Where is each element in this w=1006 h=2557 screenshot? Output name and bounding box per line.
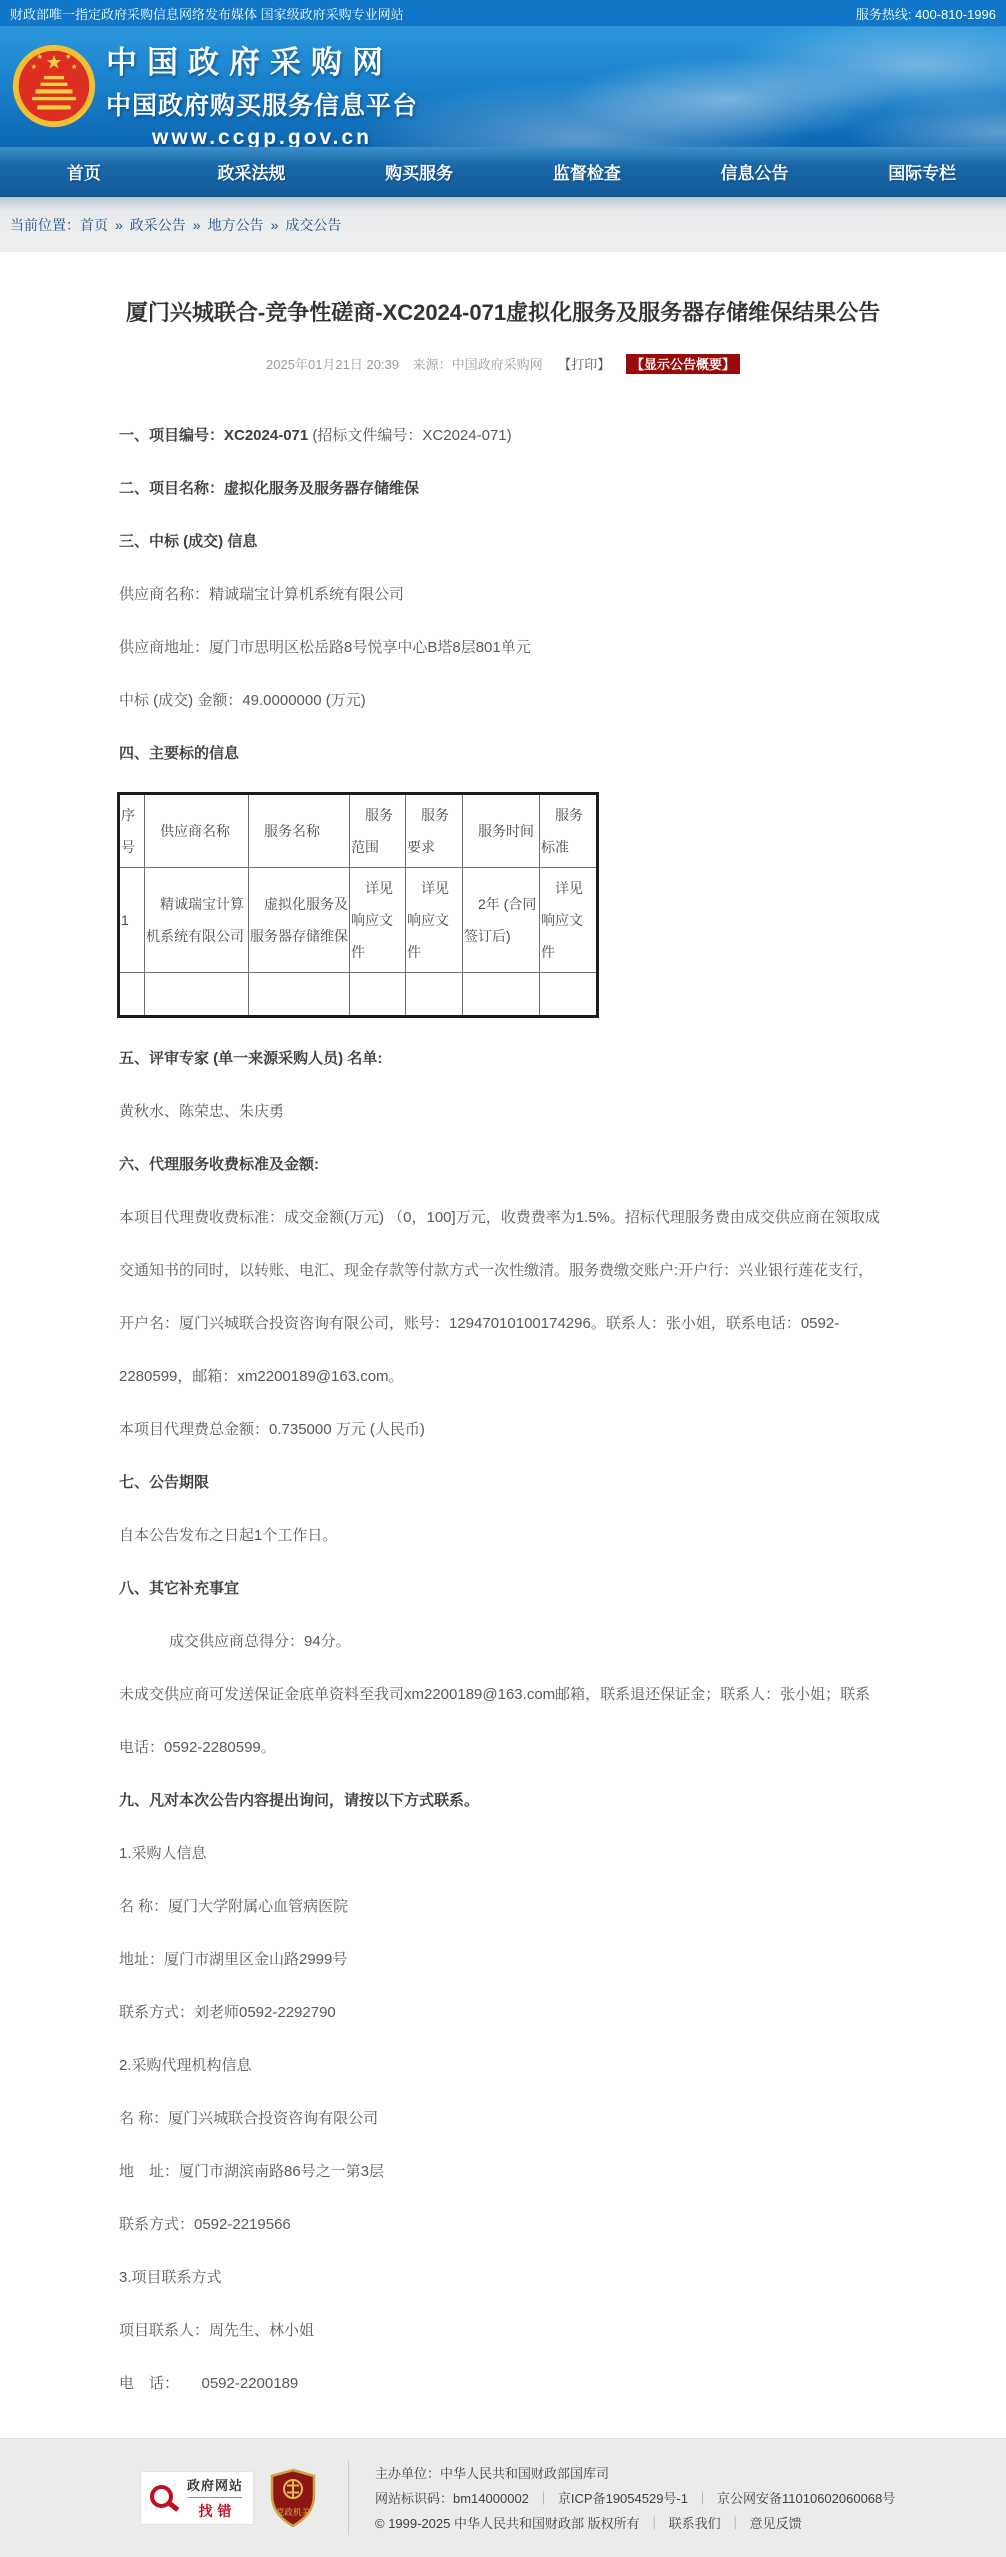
section-heading: 二、项目名称：虚拟化服务及服务器存储维保 bbox=[119, 480, 420, 497]
footer-link[interactable]: 意见反馈 bbox=[749, 2515, 802, 2531]
table-cell: 精诚瑞宝计算机系统有限公司 bbox=[145, 868, 249, 973]
site-url: www.ccgp.gov.cn bbox=[151, 126, 373, 147]
article-source: 来源：中国政府采购网 bbox=[412, 357, 543, 372]
paragraph: 名 称：厦门兴城联合投资咨询有限公司 bbox=[119, 2110, 379, 2127]
find-badge-action: 找错 bbox=[198, 2503, 237, 2519]
table-cell bbox=[350, 973, 406, 1017]
show-summary-button[interactable]: 【显示公告概要】 bbox=[626, 354, 740, 374]
gov-site-error-report-badge[interactable] bbox=[140, 2471, 254, 2525]
breadcrumb-link[interactable]: 政采公告 bbox=[129, 216, 186, 233]
paragraph: 未成交供应商可发送保证金底单资料至我司xm2200189@163.com邮箱，联系退还保证金；联系人：张小姐；联系电话：0592-2280599。 bbox=[119, 1686, 871, 1756]
table-cell: 详见响应文件 bbox=[540, 868, 598, 973]
footer-separator: ｜ bbox=[647, 2515, 661, 2531]
site-name: 中国政府采购网 bbox=[106, 45, 393, 80]
table-header-cell: 服务要求 bbox=[406, 794, 463, 868]
table-row bbox=[119, 868, 598, 973]
top-utility-bar bbox=[0, 0, 1006, 27]
breadcrumb-prefix: 当前位置： bbox=[10, 216, 80, 233]
table-cell: 详见响应文件 bbox=[406, 868, 463, 973]
main-navigation bbox=[0, 147, 1006, 197]
paragraph: 供应商地址：厦门市思明区松岳路8号悦享中心B塔8层801单元 bbox=[119, 639, 531, 656]
footer-separator: ｜ bbox=[728, 2515, 742, 2531]
section-heading: 三、中标 (成交) 信息 bbox=[119, 533, 258, 550]
announcement-article bbox=[0, 252, 1006, 2438]
article-meta bbox=[0, 354, 1006, 373]
table-cell bbox=[540, 973, 598, 1017]
table-cell bbox=[145, 973, 249, 1017]
breadcrumb-link[interactable]: 首页 bbox=[80, 216, 108, 233]
section-heading: 八、其它补充事宜 bbox=[119, 1580, 240, 1597]
paragraph: 本项目代理费收费标准：成交金额(万元) （0，100]万元，收费费率为1.5%。招标代理服务费由成交供应商在领取成交通知书的同时，以转账、电汇、现金存款等付款方式一次性缴清。服务费缴交账户:开户行：兴业银行莲花支行，开户名：厦门兴城联合投资咨询有限公司，账号：12947010100174296。联系人：张小姐，联系电话：0592-2280599，邮箱：xm2200189@163.com。 bbox=[119, 1209, 880, 1385]
nav-item-home[interactable]: 首页 bbox=[66, 164, 101, 183]
paragraph: 项目联系人：周先生、林小姐 bbox=[119, 2322, 315, 2339]
footer-line bbox=[375, 2461, 895, 2486]
publish-datetime: 2025年01月21日 20:39 bbox=[266, 357, 400, 372]
footer-line bbox=[375, 2511, 895, 2536]
breadcrumb-separator: » bbox=[192, 216, 201, 233]
find-badge-divider bbox=[188, 2497, 242, 2498]
footer-separator: ｜ bbox=[696, 2490, 710, 2506]
service-hotline: 服务热线: 400-810-1996 bbox=[855, 6, 996, 22]
paragraph: 名 称：厦门大学附属心血管病医院 bbox=[119, 1898, 349, 1915]
section-heading: 四、主要标的信息 bbox=[119, 745, 240, 762]
paragraph: 联系方式：刘老师0592-2292790 bbox=[119, 2004, 336, 2021]
table-header-cell: 服务名称 bbox=[249, 794, 350, 868]
page-footer bbox=[0, 2438, 1006, 2557]
paragraph: 1.采购人信息 bbox=[119, 1845, 207, 1862]
table-row bbox=[119, 973, 598, 1017]
footer-line bbox=[375, 2486, 895, 2511]
breadcrumb-separator: » bbox=[115, 216, 123, 233]
site-banner bbox=[0, 27, 1006, 147]
paragraph: 联系方式：0592-2219566 bbox=[119, 2216, 291, 2233]
footer-divider bbox=[348, 2461, 349, 2535]
section-heading: 七、公告期限 bbox=[119, 1474, 210, 1491]
paragraph: 电 话： 0592-2200189 bbox=[119, 2375, 299, 2392]
breadcrumb-link[interactable]: 地方公告 bbox=[207, 216, 264, 233]
footer-text: 网站标识码：bm14000002 bbox=[375, 2490, 529, 2506]
find-badge-title: 政府网站 bbox=[186, 2478, 243, 2493]
footer-link[interactable]: 京ICP备19054529号-1 bbox=[557, 2490, 688, 2506]
section-heading: 一、项目编号：XC2024-071 (招标文件编号：XC2024-071) bbox=[119, 427, 512, 444]
footer-link[interactable]: 京公网安备11010602060068号 bbox=[717, 2490, 896, 2506]
paragraph: 供应商名称：精诚瑞宝计算机系统有限公司 bbox=[119, 586, 405, 603]
site-slogan: 财政部唯一指定政府采购信息网络发布媒体 国家级政府采购专业网站 bbox=[10, 6, 404, 22]
paragraph: 2.采购代理机构信息 bbox=[119, 2057, 252, 2074]
national-emblem-icon bbox=[12, 44, 96, 128]
breadcrumb bbox=[0, 197, 1006, 252]
table-cell: 详见响应文件 bbox=[350, 868, 406, 973]
breadcrumb-link[interactable]: 成交公告 bbox=[285, 216, 342, 233]
table-cell: 虚拟化服务及服务器存储维保 bbox=[249, 868, 350, 973]
paragraph: 成交供应商总得分：94分。 bbox=[169, 1633, 351, 1650]
paragraph: 地 址：厦门市湖滨南路86号之一第3层 bbox=[119, 2163, 385, 2180]
shield-badge-label: 党政机关 bbox=[275, 2507, 311, 2517]
table-cell: 2年 (合同签订后) bbox=[463, 868, 540, 973]
nav-item-regulations[interactable]: 政采法规 bbox=[217, 164, 286, 183]
magnifier-icon bbox=[149, 2481, 179, 2517]
nav-item-supervision[interactable]: 监督检查 bbox=[552, 164, 621, 183]
article-body bbox=[119, 409, 885, 2410]
table-cell bbox=[119, 973, 145, 1017]
site-subtitle: 中国政府购买服务信息平台 bbox=[106, 92, 419, 120]
table-header-cell: 服务时间 bbox=[463, 794, 540, 868]
paragraph: 地址：厦门市湖里区金山路2999号 bbox=[119, 1951, 348, 1968]
section-heading: 五、评审专家 (单一来源采购人员) 名单: bbox=[119, 1050, 383, 1067]
footer-separator: ｜ bbox=[536, 2490, 550, 2506]
table-header-cell: 服务范围 bbox=[350, 794, 406, 868]
footer-text: © 1999-2025 中华人民共和国财政部 版权所有 bbox=[375, 2515, 640, 2531]
print-button[interactable]: 【打印】 bbox=[558, 357, 611, 372]
nav-item-announcements[interactable]: 信息公告 bbox=[720, 164, 789, 183]
table-cell: 1 bbox=[119, 868, 145, 973]
table-cell bbox=[406, 973, 463, 1017]
section-heading: 九、凡对本次公告内容提出询问，请按以下方式联系。 bbox=[119, 1792, 480, 1809]
paragraph: 3.项目联系方式 bbox=[119, 2269, 222, 2286]
paragraph: 本项目代理费总金额：0.735000 万元 (人民币) bbox=[119, 1421, 425, 1438]
footer-text: 主办单位：中华人民共和国财政部国库司 bbox=[375, 2465, 610, 2481]
section-heading: 六、代理服务收费标准及金额: bbox=[119, 1156, 319, 1173]
nav-item-purchase-services[interactable]: 购买服务 bbox=[385, 164, 454, 183]
footer-info bbox=[375, 2461, 895, 2536]
party-gov-shield-badge[interactable] bbox=[268, 2468, 318, 2528]
footer-link[interactable]: 联系我们 bbox=[668, 2515, 721, 2531]
paragraph: 黄秋水、陈荣忠、朱庆勇 bbox=[119, 1103, 285, 1120]
table-header-cell: 供应商名称 bbox=[145, 794, 249, 868]
table-header-row bbox=[119, 794, 598, 868]
bid-items-table bbox=[117, 792, 599, 1018]
breadcrumb-separator: » bbox=[270, 216, 279, 233]
paragraph: 中标 (成交) 金额：49.0000000 (万元) bbox=[119, 692, 366, 709]
table-header-cell: 序号 bbox=[119, 794, 145, 868]
paragraph: 自本公告发布之日起1个工作日。 bbox=[119, 1527, 338, 1544]
nav-item-international[interactable]: 国际专栏 bbox=[888, 164, 957, 183]
table-cell bbox=[463, 973, 540, 1017]
page-title: 厦门兴城联合-竞争性磋商-XC2024-071虚拟化服务及服务器存储维保结果公告 bbox=[125, 300, 881, 325]
table-header-cell: 服务标准 bbox=[540, 794, 598, 868]
table-cell bbox=[249, 973, 350, 1017]
